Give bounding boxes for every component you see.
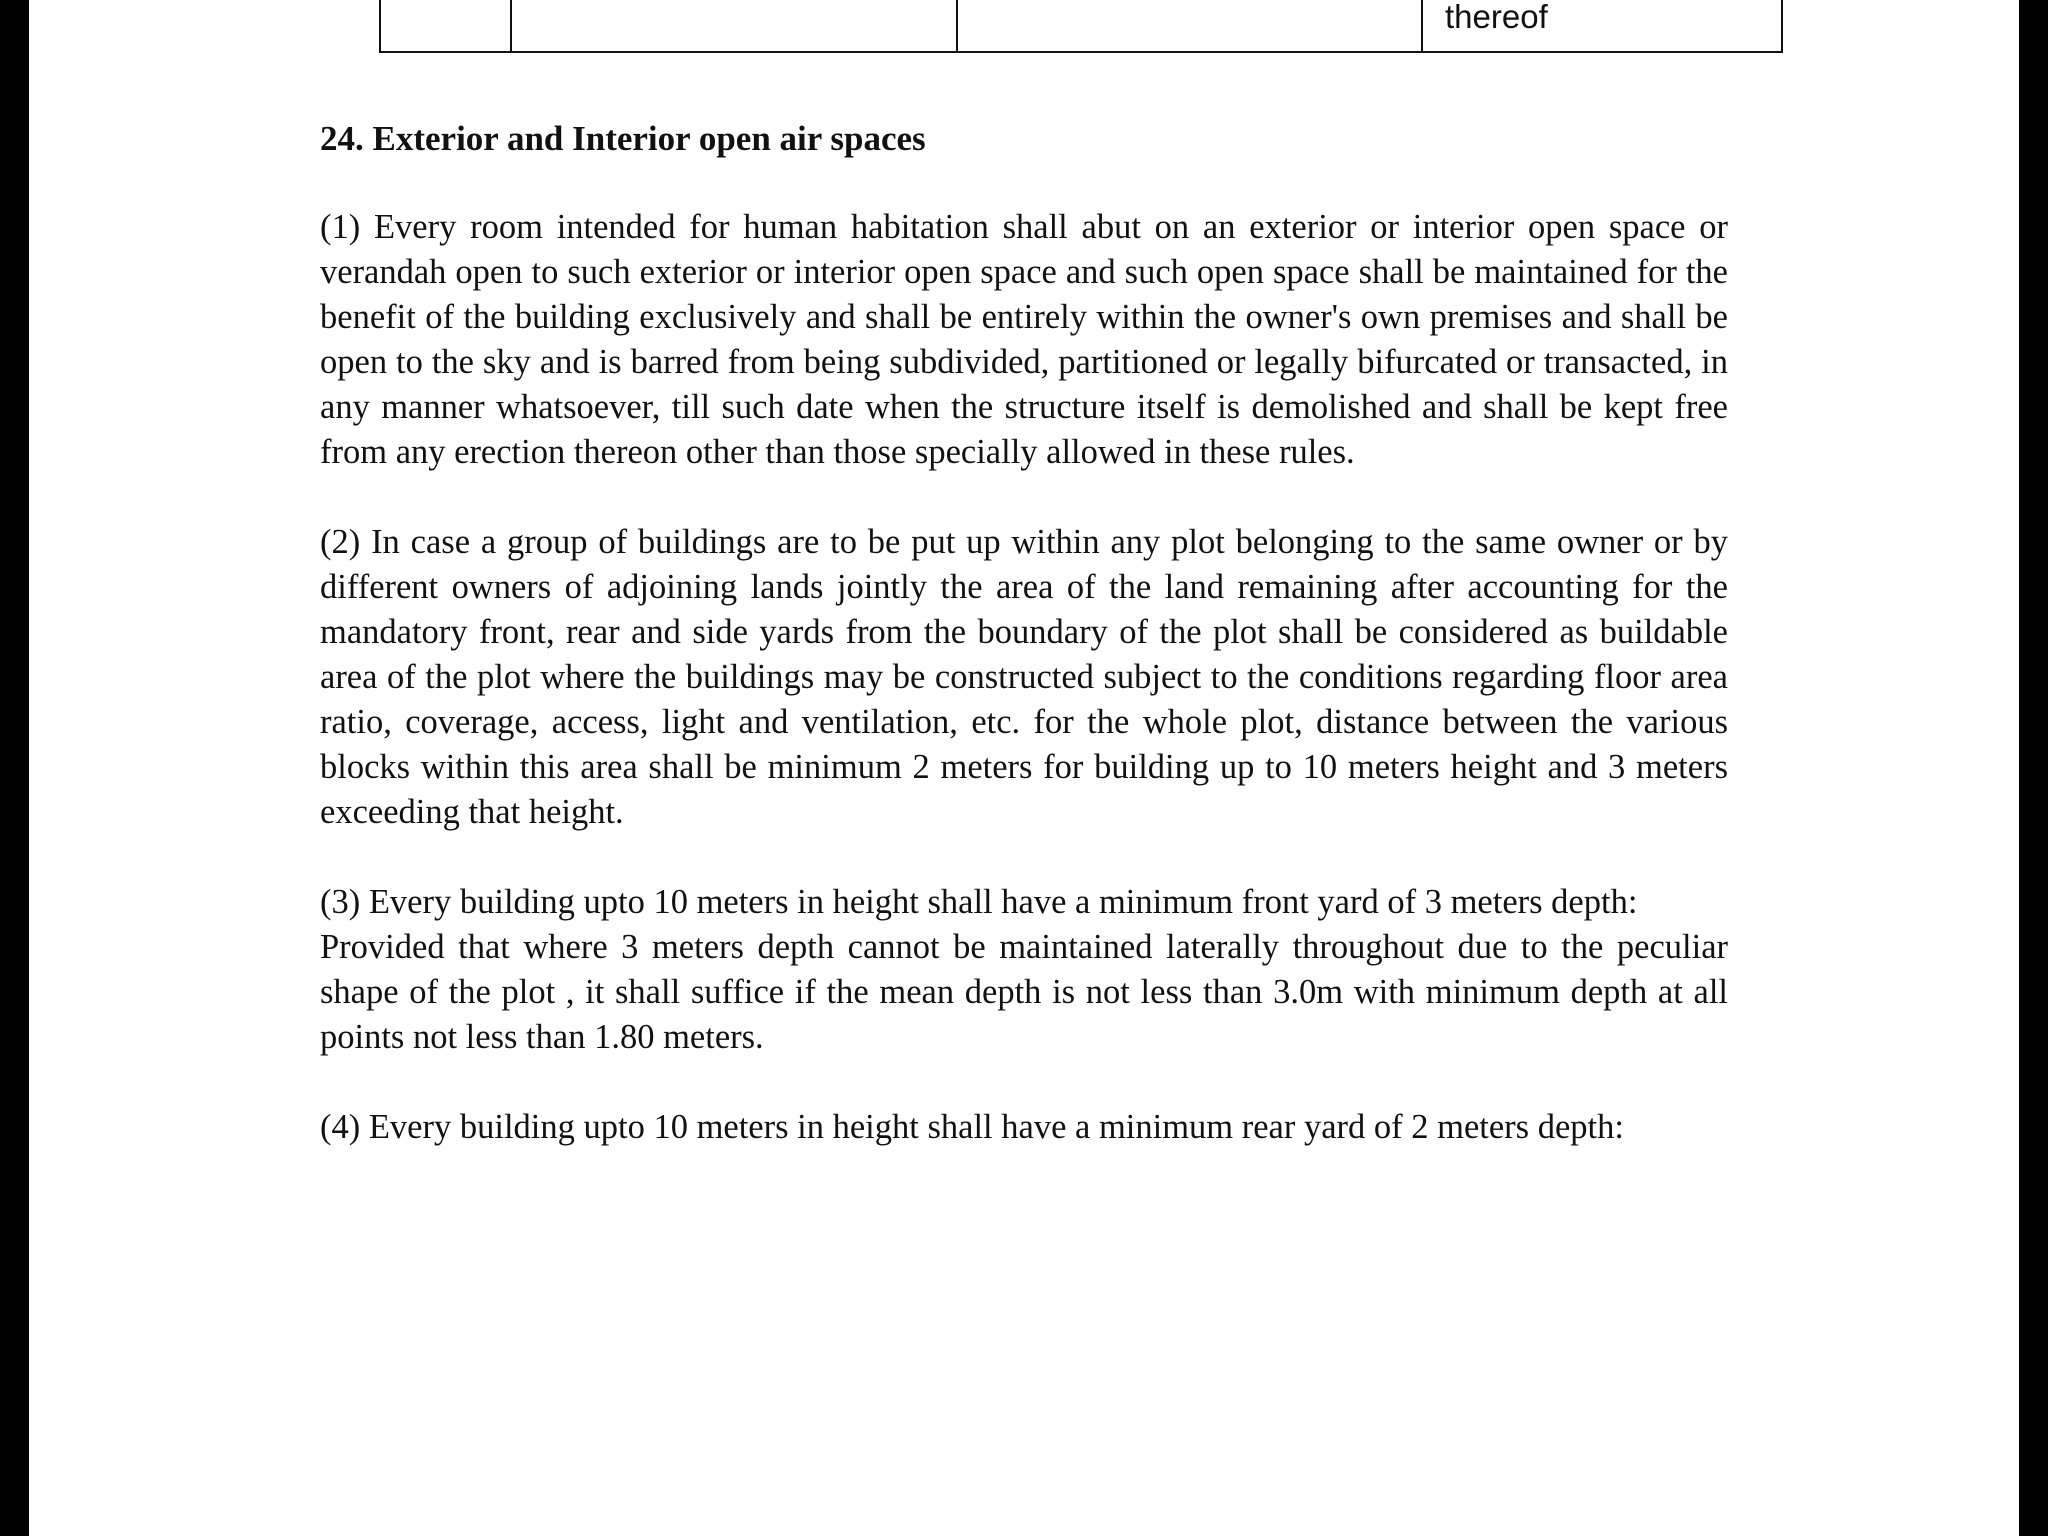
paragraph-3: (3) Every building upto 10 meters in height shall have a minimum front yard of 3 meters depth:: [320, 883, 1638, 921]
paragraph-3-proviso: Provided that where 3 meters depth cannot be maintained laterally throughout due to the peculiar shape of the plot , it shall suffice if the mean depth is not less than 3.0m with minimum depth at all points not less than 1.80 meters.: [320, 928, 1728, 1056]
table-cell: [512, 0, 958, 51]
paragraph-2: (2) In case a group of buildings are to be put up within any plot belonging to the same owner or by different owners of adjoining lands jointly the area of the land remaining after accounting for the mandatory front, rear and side yards from the boundary of the plot shall be considered as buildable area of the plot where the buildings may be constructed subject to the conditions regarding floor area ratio, coverage, access, light and ventilation, etc. for the whole plot, distance between the various blocks within this area shall be minimum 2 meters for building up to 10 meters height and 3 meters exceeding that height.: [320, 523, 1728, 831]
table-remnant: [379, 0, 1783, 53]
paragraph-1: (1) Every room intended for human habitation shall abut on an exterior or interior open space or verandah open to such exterior or interior open space and such open space shall be maintained for the benefit of the building exclusively and shall be entirely within the owner's own premises and shall be open to the sky and is barred from being subdivided, partitioned or legally bifurcated or transacted, in any manner whatsoever, till such date when the structure itself is demolished and shall be kept free from any erection thereon other than those specially allowed in these rules.: [320, 208, 1728, 471]
paragraph-4: (4) Every building upto 10 meters in height shall have a minimum rear yard of 2 meters depth:: [320, 1108, 1624, 1146]
table-cell: [381, 0, 512, 51]
table-cell-text: thereof: [1445, 0, 1548, 35]
section-heading: 24. Exterior and Interior open air spaces: [320, 119, 926, 158]
table-cell: [1423, 0, 1781, 51]
table-cell: [958, 0, 1423, 51]
document-page: [29, 0, 2019, 1536]
section-content: [320, 116, 1728, 1195]
